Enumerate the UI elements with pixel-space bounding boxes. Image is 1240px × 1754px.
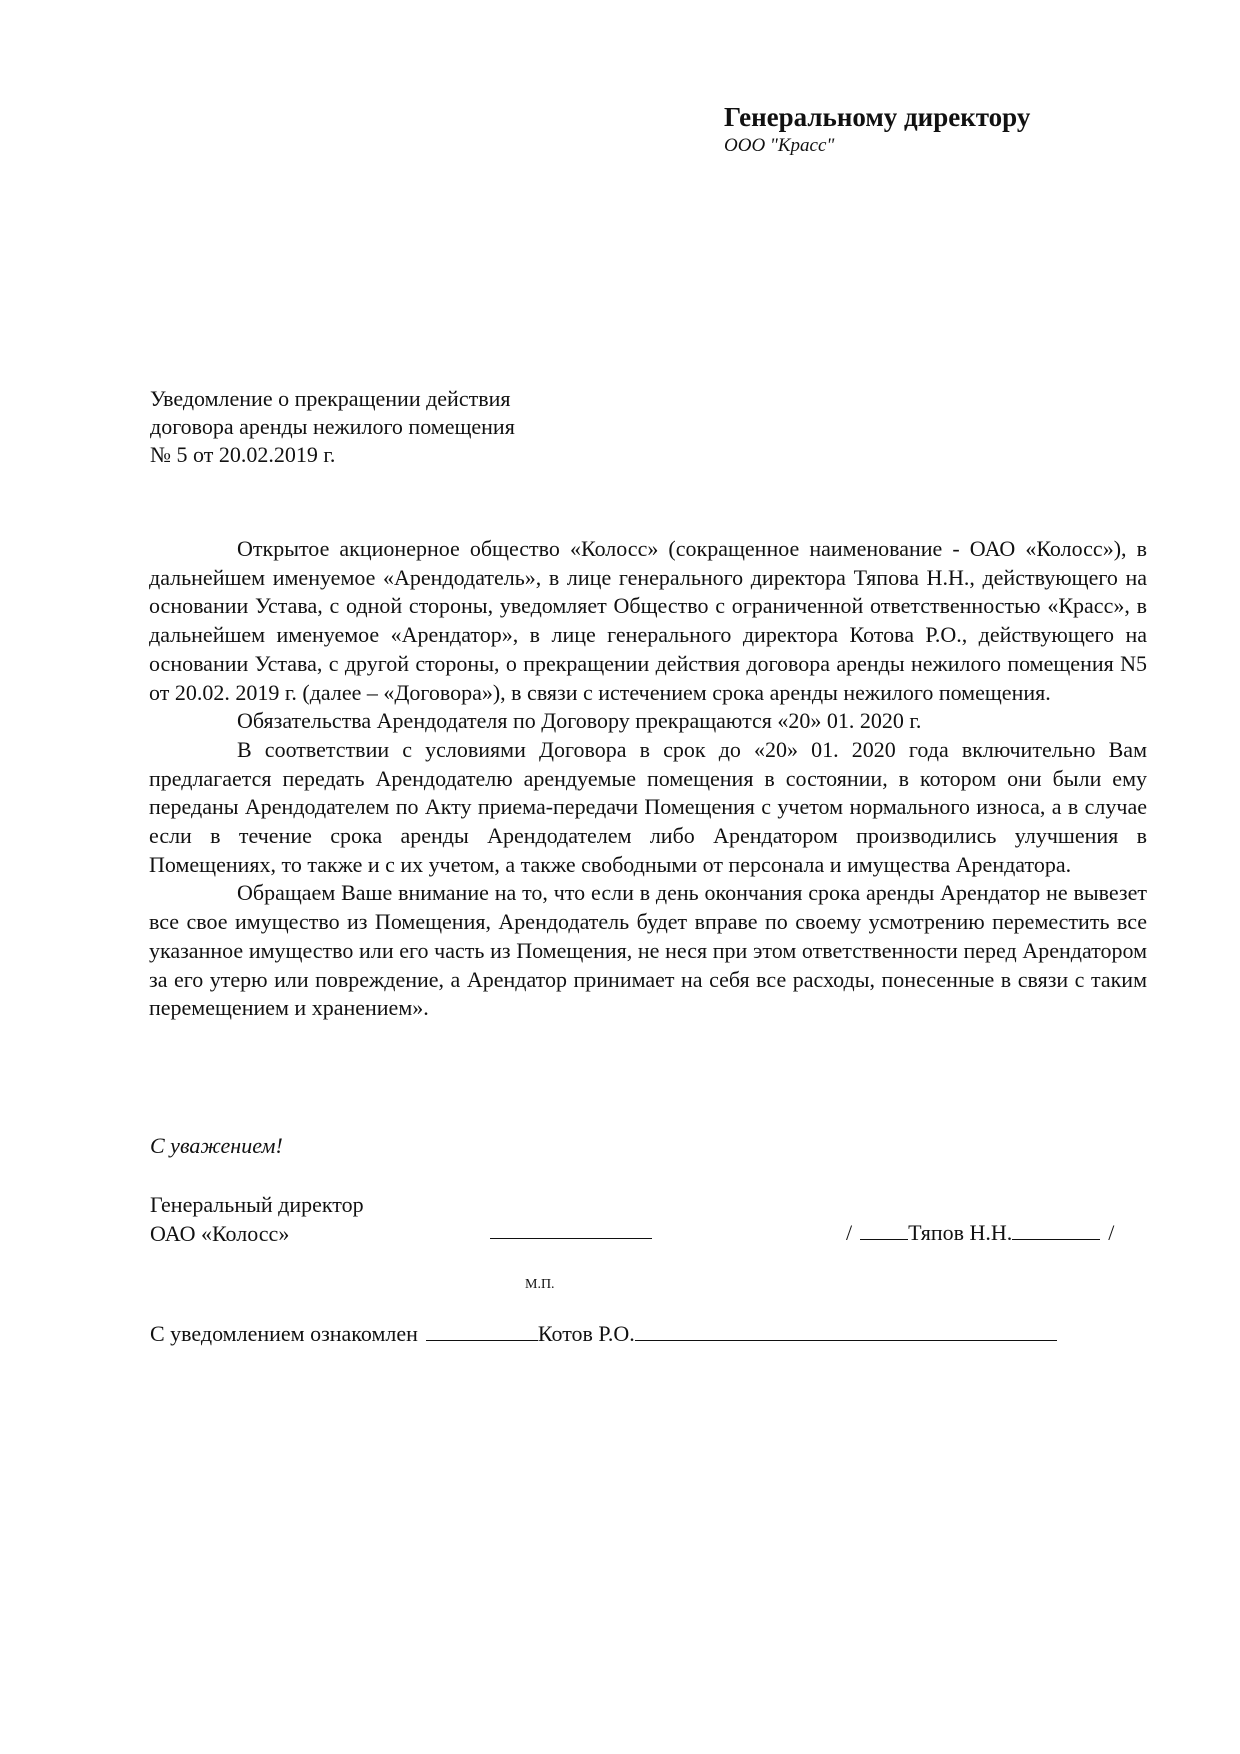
body-paragraph: В соответствии с условиями Договора в срок до «20» 01. 2020 года включительно Вам предлагается передать Арендодателю арендуемые помещения в состоянии, в котором они были ему переданы Арендодателем по Акту приема-передачи Помещения с учетом нормального износа, а в случае если в течение срока аренды Арендодателем либо Арендатором производились улучшения в Помещениях, то также и с их учетом, а также свободными от персонала и имущества Арендатора.	[149, 736, 1147, 877]
signature-line	[490, 1238, 652, 1239]
acknowledgement-line	[150, 1320, 1057, 1348]
addressee-org: ООО "Красс"	[724, 135, 835, 156]
slash-left: /	[846, 1220, 853, 1245]
addressee-block	[724, 100, 1030, 158]
subject-block	[150, 385, 515, 469]
signer-org: ОАО «Колосс»	[150, 1221, 290, 1246]
regards-line: С уважением!	[150, 1133, 283, 1158]
body-paragraph: Обращаем Ваше внимание на то, что если в день окончания срока аренды Арендатор не вывезет все свое имущество из Помещения, Арендодатель будет вправе по своему усмотрению переместить все указанное имущество или его часть из Помещения, не неся при этом ответственности перед Арендатором за его утерю или повреждение, а Арендатор принимает на себя все расходы, понесенные в связи с таким перемещением и хранением».	[149, 880, 1147, 1021]
addressee-title: Генеральному директору	[724, 102, 1031, 132]
subject-line: договора аренды нежилого помещения	[150, 414, 515, 439]
signer-name-field	[846, 1219, 1114, 1247]
letter-body	[149, 535, 1147, 1023]
stamp-place-label: М.П.	[525, 1277, 555, 1292]
signer-block	[150, 1190, 364, 1248]
slash-right: /	[1108, 1220, 1115, 1245]
ack-name: Котов Р.О.	[537, 1321, 635, 1346]
body-paragraph: Открытое акционерное общество «Колосс» (сокращенное наименование - ОАО «Колосс»), в дальнейшем именуемое «Арендодатель», в лице генерального директора Тяпова Н.Н., действующего на основании Устава, с одной стороны, уведомляет Общество с ограниченной ответственностью «Красс», в дальнейшем именуемое «Арендатор», в лице генерального директора Котова Р.О., действующего на основании Устава, с другой стороны, о прекращении действия договора аренды нежилого помещения N5 от 20.02. 2019 г. (далее – «Договора»), в связи с истечением срока аренды нежилого помещения.	[149, 536, 1147, 705]
ack-signature-blank	[426, 1322, 538, 1341]
name-underline-left	[860, 1221, 908, 1240]
ack-trailing-blank	[635, 1322, 1057, 1341]
subject-line: Уведомление о прекращении действия	[150, 386, 511, 411]
subject-line: № 5 от 20.02.2019 г.	[150, 442, 336, 467]
body-paragraph: Обязательства Арендодателя по Договору прекращаются «20» 01. 2020 г.	[237, 708, 922, 734]
signer-name: Тяпов Н.Н.	[908, 1220, 1013, 1245]
name-underline-right	[1012, 1221, 1100, 1240]
ack-label: С уведомлением ознакомлен	[150, 1321, 418, 1346]
signer-position: Генеральный директор	[150, 1192, 364, 1217]
